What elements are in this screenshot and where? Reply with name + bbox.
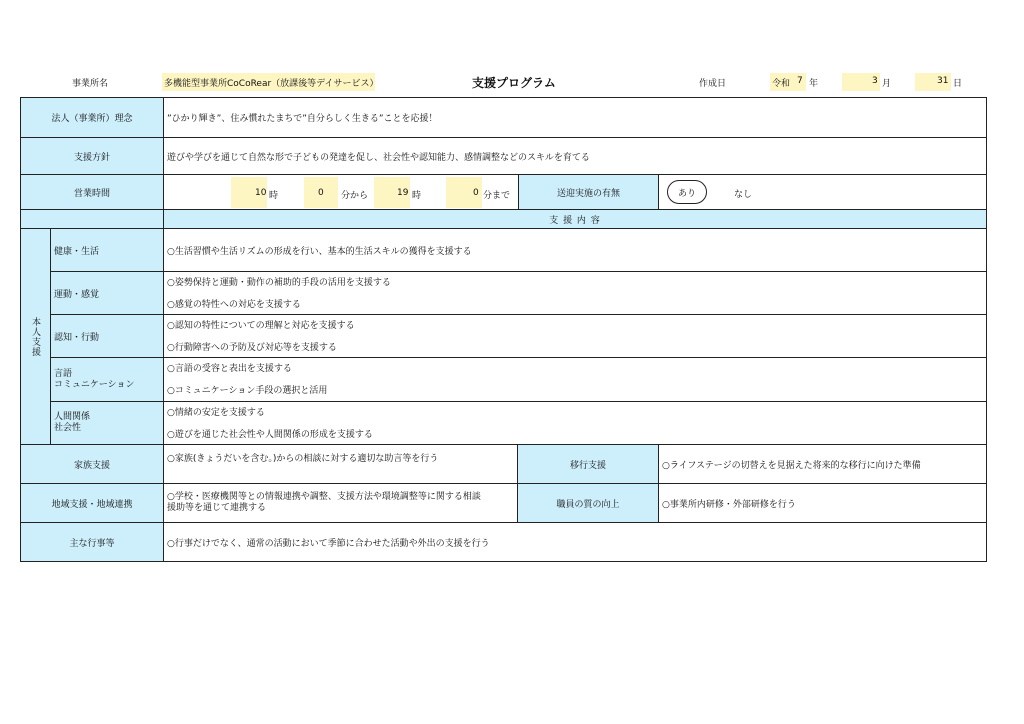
community-value-line1: ○学校・医療機関等との情報連携や調整、支援方法や環境調整等に関する相談 xyxy=(167,492,481,502)
category-social xyxy=(51,402,164,445)
date-month-unit: 月 xyxy=(882,79,892,89)
page-title: 支援プログラム xyxy=(472,76,556,90)
hours-label-cell xyxy=(21,175,164,210)
support-header-blank xyxy=(21,210,164,229)
philosophy-value-cell xyxy=(164,98,987,138)
support-header: 支 援 内 容 xyxy=(549,215,601,226)
staff-label: 職員の質の向上 xyxy=(556,499,620,510)
min-from: 分から xyxy=(341,191,369,201)
date-year: 7 xyxy=(797,76,803,86)
language-item-2: ○コミュニケーション手段の選択と活用 xyxy=(167,386,328,396)
transport-no-option[interactable]: なし xyxy=(734,190,753,200)
date-month: 3 xyxy=(872,76,878,86)
category-health-label: 健康・生活 xyxy=(54,246,100,257)
transition-label-cell xyxy=(518,445,659,484)
staff-label-cell xyxy=(518,484,659,523)
transport-yes-label: あり xyxy=(677,188,696,199)
community-value-cell xyxy=(164,484,518,523)
events-value-cell xyxy=(164,523,987,562)
category-language-line1: 言語 xyxy=(54,368,73,379)
category-social-line2: 社会性 xyxy=(54,423,82,433)
cognition-item-1: ○認知の特性についての理解と対応を支援する xyxy=(167,321,355,331)
motor-item-2: ○感覚の特性への対応を支援する xyxy=(167,300,301,310)
transport-yes-option[interactable] xyxy=(667,180,707,204)
category-motor xyxy=(51,272,164,315)
community-label-cell xyxy=(21,484,164,523)
transition-label: 移行支援 xyxy=(569,460,606,471)
category-language-content xyxy=(164,358,987,402)
start-hour-unit: 時 xyxy=(269,191,279,201)
category-cognition-content xyxy=(164,315,987,358)
end-min: 0 xyxy=(473,188,479,198)
category-language xyxy=(51,358,164,402)
staff-value: ○事業所内研修・外部研修を行う xyxy=(662,499,796,510)
transition-value: ○ライフステージの切替えを見据えた将来的な移行に向けた準備 xyxy=(662,460,921,471)
category-language-line2: コミュニケーション xyxy=(54,379,135,390)
category-cognition xyxy=(51,315,164,358)
transport-value-cell xyxy=(659,175,987,210)
category-health-content xyxy=(164,229,987,272)
philosophy-label-cell xyxy=(21,98,164,138)
category-motor-label: 運動・感覚 xyxy=(54,289,100,300)
family-label: 家族支援 xyxy=(73,460,110,471)
hours-label: 営業時間 xyxy=(73,188,110,199)
personal-support-label-cell xyxy=(21,229,51,445)
staff-value-cell xyxy=(659,484,987,523)
created-label: 作成日 xyxy=(699,79,727,89)
category-cognition-label: 認知・行動 xyxy=(54,332,100,343)
family-value: ○家族(きょうだいを含む。)からの相談に対する適切な助言等を行う xyxy=(167,454,439,464)
policy-label: 支援方針 xyxy=(73,152,110,163)
support-header-cell xyxy=(164,210,987,229)
social-item-2: ○遊びを通じた社会性や人間関係の形成を支援する xyxy=(167,430,373,440)
events-value: ○行事だけでなく、通常の活動において季節に合わせた活動や外出の支援を行う xyxy=(167,538,490,549)
category-social-content xyxy=(164,402,987,445)
transition-value-cell xyxy=(659,445,987,484)
program-table xyxy=(20,97,987,562)
community-label: 地域支援・地域連携 xyxy=(51,499,133,510)
philosophy-label: 法人（事業所）理念 xyxy=(51,114,133,124)
family-value-cell xyxy=(164,445,518,484)
policy-value: 遊びや学びを通じて自然な形で子どもの発達を促し、社会性や認知能力、感情調整などのスキルを育てる xyxy=(167,152,590,163)
date-day-unit: 日 xyxy=(953,79,963,89)
transport-label-cell xyxy=(518,175,659,210)
cognition-item-2: ○行動障害への予防及び対応等を支援する xyxy=(167,343,337,353)
social-item-1: ○情緒の安定を支援する xyxy=(167,408,265,418)
policy-label-cell xyxy=(21,138,164,175)
language-item-1: ○言語の受容と表出を支援する xyxy=(167,364,292,374)
motor-item-1: ○姿勢保持と運動・動作の補助的手段の活用を支援する xyxy=(167,278,391,288)
events-label: 主な行事等 xyxy=(69,538,115,549)
policy-value-cell xyxy=(164,138,987,175)
community-value-line2: 援助等を通じて連携する xyxy=(167,503,267,513)
health-item-1: ○生活習慣や生活リズムの形成を行い、基本的生活スキルの獲得を支援する xyxy=(167,246,472,257)
office-label: 事業所名 xyxy=(72,79,109,89)
date-year-unit: 年 xyxy=(809,79,819,89)
start-hour: 10 xyxy=(255,188,267,198)
transport-label: 送迎実施の有無 xyxy=(556,188,620,199)
personal-support-label: 本人支援 xyxy=(30,316,40,357)
category-social-line1: 人間関係 xyxy=(54,412,91,422)
min-to: 分まで xyxy=(483,191,511,201)
start-min: 0 xyxy=(318,188,324,198)
category-motor-content xyxy=(164,272,987,315)
philosophy-value: ”ひかり輝き”、住み慣れたまちで”自分らしく生きる”ことを応援！ xyxy=(167,114,438,124)
office-name: 多機能型事業所CoCoRear（放課後等デイサービス） xyxy=(162,73,375,91)
family-label-cell xyxy=(21,445,164,484)
events-label-cell xyxy=(21,523,164,562)
end-hour-unit: 時 xyxy=(412,191,422,201)
category-health xyxy=(51,229,164,272)
date-day: 31 xyxy=(937,76,949,86)
end-hour: 19 xyxy=(397,188,409,198)
date-era: 令和 xyxy=(772,79,791,89)
